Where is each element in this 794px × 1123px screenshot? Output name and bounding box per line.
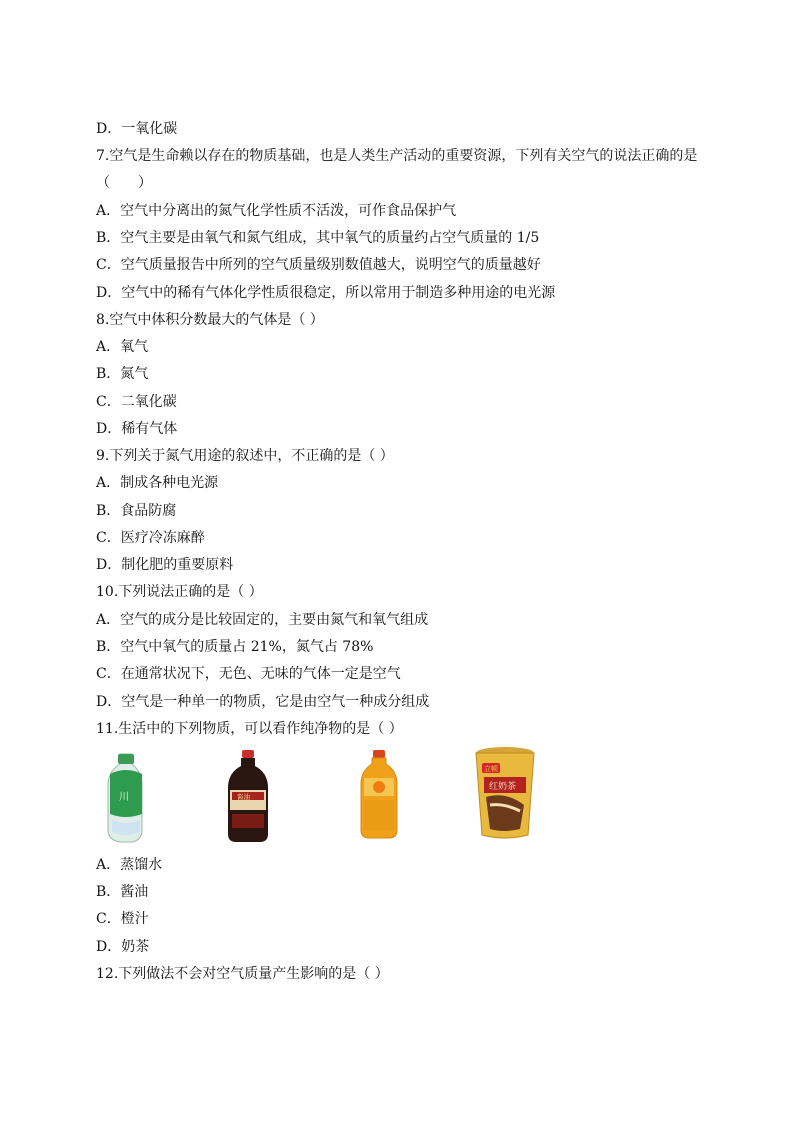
option-d-co: D．一氧化碳 (96, 121, 178, 137)
tea-label-text: 红奶茶 (489, 782, 517, 792)
q11-option-b: B．酱油 (96, 884, 149, 900)
question-11: 11.生活中的下列物质，可以看作纯净物的是（ ） (96, 721, 403, 737)
q7-option-c: C．空气质量报告中所列的空气质量级别数值越大，说明空气的质量越好 (96, 257, 541, 273)
question-10: 10.下列说法正确的是（ ） (96, 584, 263, 600)
orange-juice-bottle-image (358, 748, 400, 840)
q10-option-b: B．空气中氧气的质量占 21%，氮气占 78% (96, 639, 374, 655)
svg-text:川: 川 (119, 792, 129, 803)
q11-option-a: A．蒸馏水 (96, 857, 163, 873)
q8-option-a: A．氧气 (96, 339, 149, 355)
q8-option-c: C．二氧化碳 (96, 394, 177, 410)
water-bottle-image (104, 752, 148, 844)
q10-option-d: D．空气是一种单一的物质，它是由空气一种成分组成 (96, 694, 430, 710)
q9-option-c: C．医疗冷冻麻醉 (96, 530, 205, 546)
milk-tea-cup-image (474, 745, 536, 841)
q7-option-a: A．空气中分离出的氮气化学性质不活泼，可作食品保护气 (96, 203, 457, 219)
q7-option-d: D．空气中的稀有气体化学性质很稳定，所以常用于制造多种用途的电光源 (96, 285, 556, 301)
q8-option-b: B．氮气 (96, 366, 149, 382)
tea-logo-text: 立顿 (484, 765, 498, 773)
answer-bracket: （ ） (96, 175, 152, 191)
question-12: 12.下列做法不会对空气质量产生影响的是（ ） (96, 966, 389, 982)
q11-option-c: C．橙汁 (96, 911, 149, 927)
q9-option-d: D．制化肥的重要原料 (96, 557, 234, 573)
q8-option-d: D．稀有气体 (96, 421, 178, 437)
question-7: 7.空气是生命赖以存在的物质基础，也是人类生产活动的重要资源，下列有关空气的说法正确的是 (96, 148, 698, 164)
q10-option-c: C．在通常状况下，无色、无味的气体一定是空气 (96, 666, 401, 682)
q10-option-a: A．空气的成分是比较固定的，主要由氮气和氧气组成 (96, 612, 429, 628)
soy-label-text: 酱油 (237, 793, 250, 801)
soy-sauce-bottle-image (226, 748, 270, 844)
q11-option-d: D．奶茶 (96, 939, 150, 955)
question-8: 8.空气中体积分数最大的气体是（ ） (96, 312, 324, 328)
q7-option-b: B．空气主要是由氧气和氮气组成，其中氧气的质量约占空气质量的 1/5 (96, 230, 540, 246)
q9-option-a: A．制成各种电光源 (96, 475, 219, 491)
question-9: 9.下列关于氮气用途的叙述中，不正确的是（ ） (96, 448, 394, 464)
q9-option-b: B．食品防腐 (96, 503, 177, 519)
